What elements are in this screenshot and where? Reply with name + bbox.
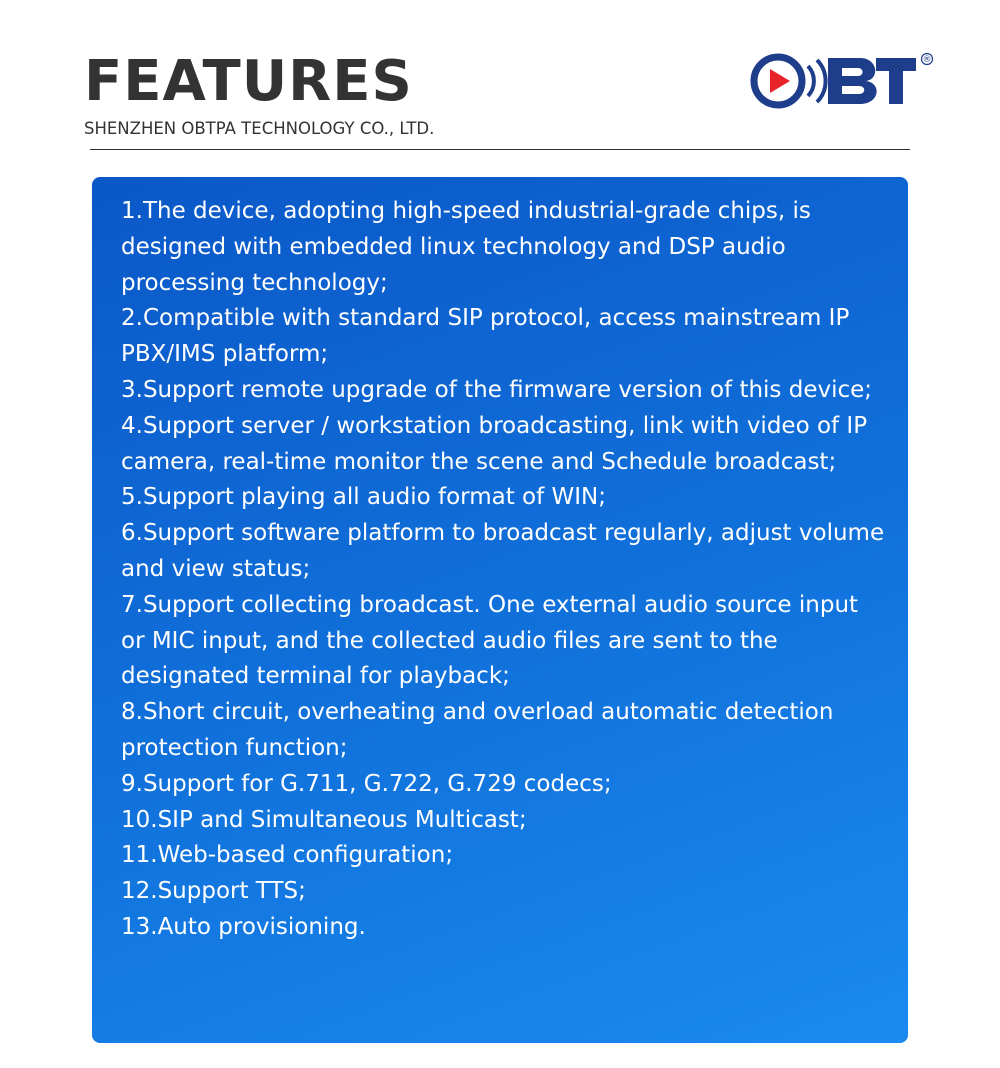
feature-item: 1.The device, adopting high-speed industrial-grade chips, is designed with embedded linux technology and DSP audio processing technology;: [121, 198, 811, 296]
feature-item: 8.Short circuit, overheating and overload automatic detection protection function;: [121, 699, 834, 761]
logo-letter-t: [876, 58, 916, 104]
feature-item: 6.Support software platform to broadcast regularly, adjust volume and view status;: [121, 520, 885, 582]
feature-item: 9.Support for G.711, G.722, G.729 codecs;: [121, 770, 612, 797]
header-divider: [90, 149, 910, 150]
sound-wave-icon: [808, 66, 814, 96]
company-name: SHENZHEN OBTPA TECHNOLOGY CO., LTD.: [84, 119, 435, 138]
feature-item: 10.SIP and Simultaneous Multicast;: [121, 806, 527, 833]
feature-item: 7.Support collecting broadcast. One external audio source input or MIC input, and the collected audio files are sent to the designated terminal for playback;: [121, 591, 859, 690]
feature-item: 13.Auto provisioning.: [121, 913, 366, 940]
feature-item: 4.Support server / workstation broadcasting, link with video of IP camera, real-time monitor the scene and Schedule broadcast;: [121, 412, 868, 475]
feature-item: 12.Support TTS;: [121, 878, 306, 905]
features-panel: [92, 177, 908, 1043]
registered-mark: ®: [922, 55, 932, 65]
feature-item: 3.Support remote upgrade of the firmware version of this device;: [121, 376, 873, 403]
feature-item: 2.Compatible with standard SIP protocol, access mainstream IP PBX/IMS platform;: [121, 305, 850, 368]
logo-letter-b: [828, 58, 877, 104]
play-icon: [770, 69, 790, 93]
page-title: FEATURES: [84, 49, 413, 114]
obt-logo: [748, 50, 934, 112]
sound-wave-icon: [817, 60, 826, 102]
feature-item: 5.Support playing all audio format of WIN;: [121, 484, 606, 511]
feature-item: 11.Web-based configuration;: [121, 842, 454, 869]
features-list: [121, 194, 888, 946]
